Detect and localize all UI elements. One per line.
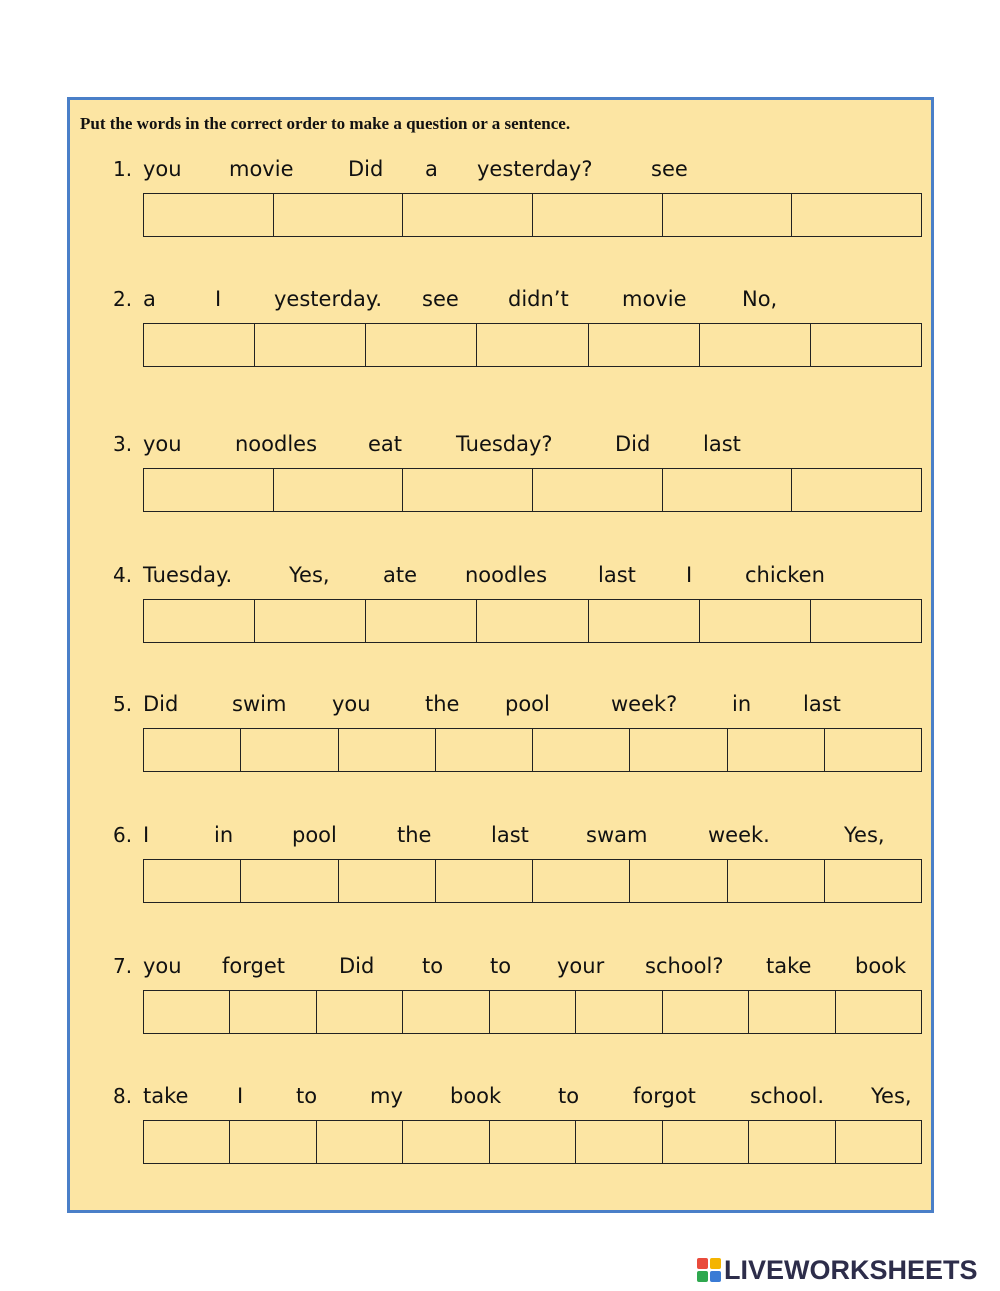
question-number: 7. [113, 954, 133, 978]
draggable-word[interactable]: Did [339, 954, 375, 978]
draggable-word[interactable]: to [558, 1084, 580, 1108]
draggable-word[interactable]: swim [232, 692, 287, 716]
draggable-word[interactable]: Yes, [844, 823, 885, 847]
draggable-word[interactable]: in [732, 692, 752, 716]
draggable-word[interactable]: week? [611, 692, 678, 716]
draggable-word[interactable]: ate [383, 563, 418, 587]
draggable-word[interactable]: didn’t [508, 287, 569, 311]
draggable-word[interactable]: your [557, 954, 605, 978]
scrambled-words-row [70, 818, 931, 852]
draggable-word[interactable]: pool [505, 692, 550, 716]
draggable-word[interactable]: Yes, [871, 1084, 912, 1108]
answer-drop-box[interactable] [274, 469, 404, 511]
answer-drop-box[interactable] [728, 729, 825, 771]
answer-drop-box[interactable] [403, 194, 533, 236]
answer-drop-box[interactable] [533, 194, 663, 236]
answer-boxes [143, 468, 922, 512]
draggable-word[interactable]: to [296, 1084, 318, 1108]
draggable-word[interactable]: school? [645, 954, 724, 978]
draggable-word[interactable]: school. [750, 1084, 825, 1108]
scrambled-words-row [70, 282, 931, 316]
draggable-word[interactable]: Did [143, 692, 179, 716]
draggable-word[interactable]: yesterday? [477, 157, 593, 181]
draggable-word[interactable]: last [491, 823, 529, 847]
answer-drop-box[interactable] [366, 600, 477, 642]
draggable-word[interactable]: you [143, 157, 182, 181]
draggable-word[interactable]: noodles [235, 432, 318, 456]
answer-drop-box[interactable] [836, 1121, 921, 1163]
draggable-word[interactable]: noodles [465, 563, 548, 587]
draggable-word[interactable]: I [215, 287, 222, 311]
draggable-word[interactable]: in [214, 823, 234, 847]
answer-drop-box[interactable] [477, 600, 588, 642]
draggable-word[interactable]: I [143, 823, 150, 847]
draggable-word[interactable]: week. [708, 823, 770, 847]
answer-drop-box[interactable] [255, 600, 366, 642]
answer-drop-box[interactable] [663, 194, 793, 236]
answer-drop-box[interactable] [403, 469, 533, 511]
answer-drop-box[interactable] [230, 1121, 316, 1163]
question-number: 1. [113, 157, 133, 181]
question-number: 2. [113, 287, 133, 311]
draggable-word[interactable]: take [766, 954, 812, 978]
answer-drop-box[interactable] [589, 600, 700, 642]
answer-drop-box[interactable] [144, 860, 241, 902]
draggable-word[interactable]: take [143, 1084, 189, 1108]
answer-drop-box[interactable] [144, 729, 241, 771]
answer-drop-box[interactable] [589, 324, 700, 366]
draggable-word[interactable]: a [143, 287, 156, 311]
answer-drop-box[interactable] [749, 991, 835, 1033]
question-number: 6. [113, 823, 133, 847]
draggable-word[interactable]: eat [368, 432, 403, 456]
draggable-word[interactable]: you [143, 954, 182, 978]
answer-drop-box[interactable] [366, 324, 477, 366]
answer-drop-box[interactable] [436, 860, 533, 902]
draggable-word[interactable]: I [686, 563, 693, 587]
answer-boxes [143, 859, 922, 903]
answer-boxes [143, 728, 922, 772]
worksheet-panel [67, 97, 934, 1213]
answer-boxes [143, 193, 922, 237]
answer-drop-box[interactable] [144, 600, 255, 642]
answer-drop-box[interactable] [490, 1121, 576, 1163]
question-number: 8. [113, 1084, 133, 1108]
draggable-word[interactable]: forget [222, 954, 285, 978]
answer-drop-box[interactable] [255, 324, 366, 366]
answer-drop-box[interactable] [144, 194, 274, 236]
question-number: 3. [113, 432, 133, 456]
draggable-word[interactable]: see [651, 157, 688, 181]
scrambled-words-row [70, 427, 931, 461]
scrambled-words-row [70, 152, 931, 186]
draggable-word[interactable]: I [237, 1084, 244, 1108]
draggable-word[interactable]: see [422, 287, 459, 311]
draggable-word[interactable]: movie [229, 157, 294, 181]
draggable-word[interactable]: the [425, 692, 460, 716]
answer-drop-box[interactable] [533, 469, 663, 511]
draggable-word[interactable]: last [598, 563, 636, 587]
draggable-word[interactable]: yesterday. [274, 287, 383, 311]
liveworksheets-logo-icon [697, 1258, 721, 1282]
answer-drop-box[interactable] [144, 324, 255, 366]
answer-drop-box[interactable] [144, 991, 230, 1033]
answer-drop-box[interactable] [274, 194, 404, 236]
answer-drop-box[interactable] [811, 324, 921, 366]
draggable-word[interactable]: to [490, 954, 512, 978]
answer-drop-box[interactable] [533, 860, 630, 902]
answer-drop-box[interactable] [700, 324, 811, 366]
liveworksheets-brand [697, 1255, 978, 1285]
scrambled-words-row [70, 687, 931, 721]
answer-boxes [143, 990, 922, 1034]
answer-drop-box[interactable] [436, 729, 533, 771]
draggable-word[interactable]: my [370, 1084, 403, 1108]
question-number: 4. [113, 563, 133, 587]
answer-drop-box[interactable] [403, 1121, 489, 1163]
answer-drop-box[interactable] [533, 729, 630, 771]
answer-drop-box[interactable] [241, 729, 338, 771]
answer-drop-box[interactable] [317, 991, 403, 1033]
answer-drop-box[interactable] [339, 860, 436, 902]
draggable-word[interactable]: Did [615, 432, 651, 456]
answer-drop-box[interactable] [663, 991, 749, 1033]
draggable-word[interactable]: Tuesday? [456, 432, 553, 456]
draggable-word[interactable]: book [855, 954, 907, 978]
draggable-word[interactable]: the [397, 823, 432, 847]
answer-drop-box[interactable] [700, 600, 811, 642]
draggable-word[interactable]: Tuesday. [143, 563, 233, 587]
answer-drop-box[interactable] [630, 729, 727, 771]
answer-drop-box[interactable] [630, 860, 727, 902]
draggable-word[interactable]: you [332, 692, 371, 716]
draggable-word[interactable]: last [703, 432, 741, 456]
answer-boxes [143, 323, 922, 367]
answer-drop-box[interactable] [792, 469, 921, 511]
instruction-text: Put the words in the correct order to make a question or a sentence. [80, 114, 571, 133]
answer-boxes [143, 1120, 922, 1164]
answer-drop-box[interactable] [576, 1121, 662, 1163]
answer-drop-box[interactable] [317, 1121, 403, 1163]
answer-drop-box[interactable] [230, 991, 316, 1033]
answer-drop-box[interactable] [477, 324, 588, 366]
scrambled-words-row [70, 558, 931, 592]
answer-drop-box[interactable] [749, 1121, 835, 1163]
draggable-word[interactable]: pool [292, 823, 337, 847]
answer-drop-box[interactable] [576, 991, 662, 1033]
draggable-word[interactable]: forgot [633, 1084, 696, 1108]
brand-text: LIVEWORKSHEETS [724, 1254, 978, 1285]
answer-drop-box[interactable] [811, 600, 921, 642]
answer-drop-box[interactable] [241, 860, 338, 902]
answer-drop-box[interactable] [728, 860, 825, 902]
answer-drop-box[interactable] [792, 194, 921, 236]
answer-drop-box[interactable] [403, 991, 489, 1033]
answer-drop-box[interactable] [836, 991, 921, 1033]
scrambled-words-row [70, 949, 931, 983]
answer-drop-box[interactable] [825, 729, 921, 771]
draggable-word[interactable]: you [143, 432, 182, 456]
draggable-word[interactable]: to [422, 954, 444, 978]
draggable-word[interactable]: last [803, 692, 841, 716]
answer-drop-box[interactable] [144, 469, 274, 511]
draggable-word[interactable]: book [450, 1084, 502, 1108]
draggable-word[interactable]: a [425, 157, 438, 181]
answer-drop-box[interactable] [490, 991, 576, 1033]
answer-drop-box[interactable] [339, 729, 436, 771]
answer-drop-box[interactable] [663, 1121, 749, 1163]
draggable-word[interactable]: Did [348, 157, 384, 181]
draggable-word[interactable]: movie [622, 287, 687, 311]
answer-drop-box[interactable] [663, 469, 793, 511]
draggable-word[interactable]: No, [742, 287, 778, 311]
draggable-word[interactable]: chicken [745, 563, 825, 587]
answer-drop-box[interactable] [144, 1121, 230, 1163]
question-number: 5. [113, 692, 133, 716]
scrambled-words-row [70, 1079, 931, 1113]
draggable-word[interactable]: Yes, [289, 563, 330, 587]
answer-boxes [143, 599, 922, 643]
answer-drop-box[interactable] [825, 860, 921, 902]
draggable-word[interactable]: swam [586, 823, 648, 847]
